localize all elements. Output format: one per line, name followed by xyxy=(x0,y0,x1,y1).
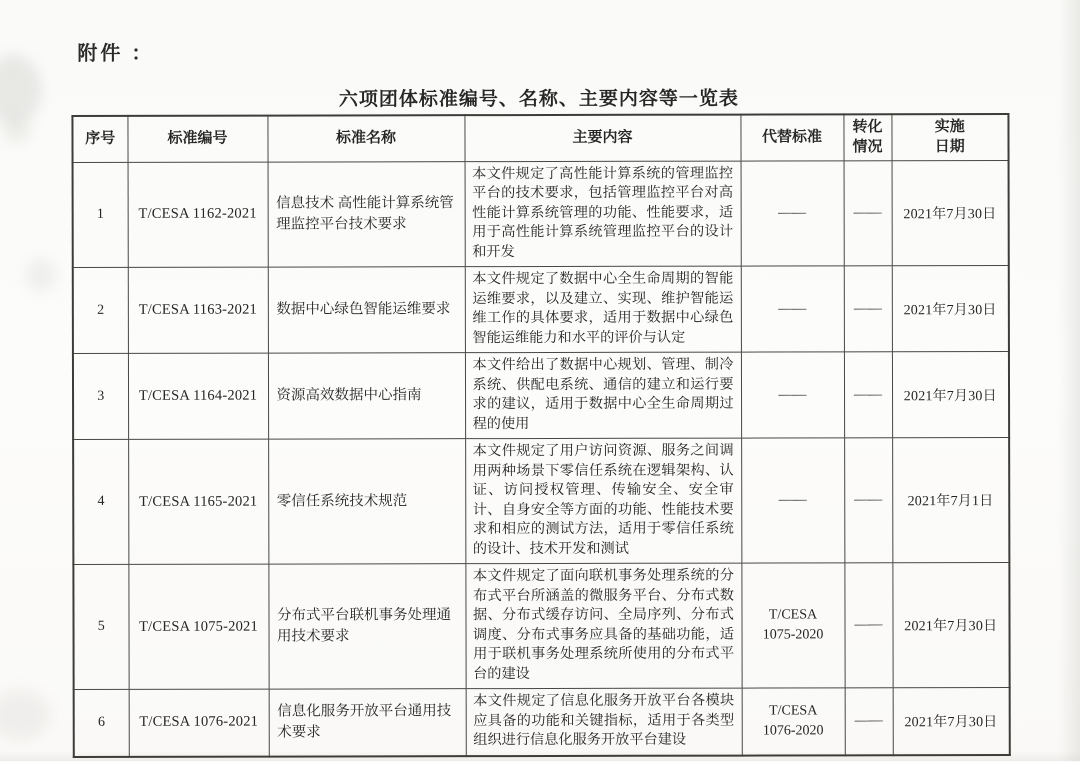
table-row xyxy=(74,688,1010,757)
cell-code: T/CESA 1075-2021 xyxy=(128,564,268,689)
cell-replaces: T/CESA 1076-2020 xyxy=(742,688,845,755)
cell-seq: 2 xyxy=(73,267,128,353)
header-content: 主要内容 xyxy=(464,115,740,162)
cell-replaces: —— xyxy=(741,160,844,266)
cell-content: 本文件规定了高性能计算系统的管理监控平台的技术要求，包括管理监控平台对高性能计算系统管理的功能、性能要求，适用于高性能计算系统管理监控平台的设计和开发 xyxy=(465,161,741,267)
cell-name: 分布式平台联机事务处理通用技术要求 xyxy=(268,564,465,689)
cell-name: 资源高效数据中心指南 xyxy=(268,353,465,439)
table-row xyxy=(73,160,1009,267)
cell-seq: 4 xyxy=(73,439,128,564)
cell-content: 本文件规定了数据中心全生命周期的智能运维要求，以及建立、实现、维护智能运维工作的具体要求，适用于数据中心绿色智能运维能力和水平的评价与认定 xyxy=(465,266,741,353)
header-replaces: 代替标准 xyxy=(740,114,843,160)
header-name: 标准名称 xyxy=(267,115,464,161)
header-transform: 转化 情况 xyxy=(843,114,891,160)
cell-replaces: —— xyxy=(741,266,844,352)
cell-seq: 6 xyxy=(74,689,129,756)
cell-date: 2021年7月1日 xyxy=(892,438,1009,563)
cell-code: T/CESA 1163-2021 xyxy=(128,267,268,353)
cell-name: 数据中心绿色智能运维要求 xyxy=(268,267,465,353)
cell-replaces: T/CESA 1075-2020 xyxy=(741,563,844,688)
cell-content: 本文件规定了信息化服务开放平台各模块应具备的功能和关键指标，适用于各类型组织进行信息化服务开放平台建设 xyxy=(466,688,742,756)
cell-name: 零信任系统技术规范 xyxy=(268,439,465,564)
attachment-label: 附件 ： xyxy=(77,42,155,65)
cell-date: 2021年7月30日 xyxy=(892,563,1009,688)
cell-transform: —— xyxy=(844,160,892,266)
header-seq: 序号 xyxy=(72,116,127,162)
table-row xyxy=(73,266,1009,354)
cell-transform: —— xyxy=(844,438,892,563)
cell-transform: —— xyxy=(844,563,892,688)
cell-date: 2021年7月30日 xyxy=(892,266,1009,352)
cell-code: T/CESA 1076-2021 xyxy=(129,689,269,756)
cell-transform: —— xyxy=(845,688,893,755)
cell-replaces: —— xyxy=(741,352,844,438)
cell-name: 信息技术 高性能计算系统管理监控平台技术要求 xyxy=(268,161,465,267)
page-title: 六项团体标准编号、名称、主要内容等一览表 xyxy=(338,88,739,111)
cell-name: 信息化服务开放平台通用技术要求 xyxy=(269,689,466,756)
table-header-row xyxy=(72,114,1008,162)
cell-code: T/CESA 1165-2021 xyxy=(128,439,268,564)
table-row xyxy=(73,438,1009,565)
cell-code: T/CESA 1162-2021 xyxy=(128,162,268,268)
cell-content: 本文件规定了用户访问资源、服务之间调用两种场景下零信任系统在逻辑架构、认证、访问授权管理、传输安全、安全审计、自身安全等方面的功能、性能技术要求和相应的测试方法，适用于零信任系统的设计、技术开发和测试 xyxy=(465,438,741,564)
standards-table xyxy=(71,113,1010,757)
table-row xyxy=(73,352,1009,440)
cell-seq: 3 xyxy=(73,353,128,439)
cell-date: 2021年7月30日 xyxy=(893,688,1010,755)
cell-content: 本文件规定了面向联机事务处理系统的分布式平台所涵盖的微服务平台、分布式数据、分布式缓存访问、全局序列、分布式调度、分布式事务应具备的基础功能，适用于联机事务处理系统所使用的分布式平台的建设 xyxy=(465,563,741,689)
cell-replaces: —— xyxy=(741,438,844,563)
cell-transform: —— xyxy=(844,352,892,438)
cell-date: 2021年7月30日 xyxy=(892,160,1009,266)
cell-code: T/CESA 1164-2021 xyxy=(128,353,268,439)
cell-seq: 1 xyxy=(73,162,128,268)
cell-transform: —— xyxy=(844,266,892,352)
cell-seq: 5 xyxy=(73,564,128,689)
table-row xyxy=(73,563,1009,690)
header-code: 标准编号 xyxy=(127,116,267,162)
cell-content: 本文件给出了数据中心规划、管理、制冷系统、供配电系统、通信的建立和运行要求的建议，适用于数据中心全生命周期过程的使用 xyxy=(465,352,741,439)
header-date: 实施 日期 xyxy=(891,114,1008,160)
cell-date: 2021年7月30日 xyxy=(892,352,1009,438)
